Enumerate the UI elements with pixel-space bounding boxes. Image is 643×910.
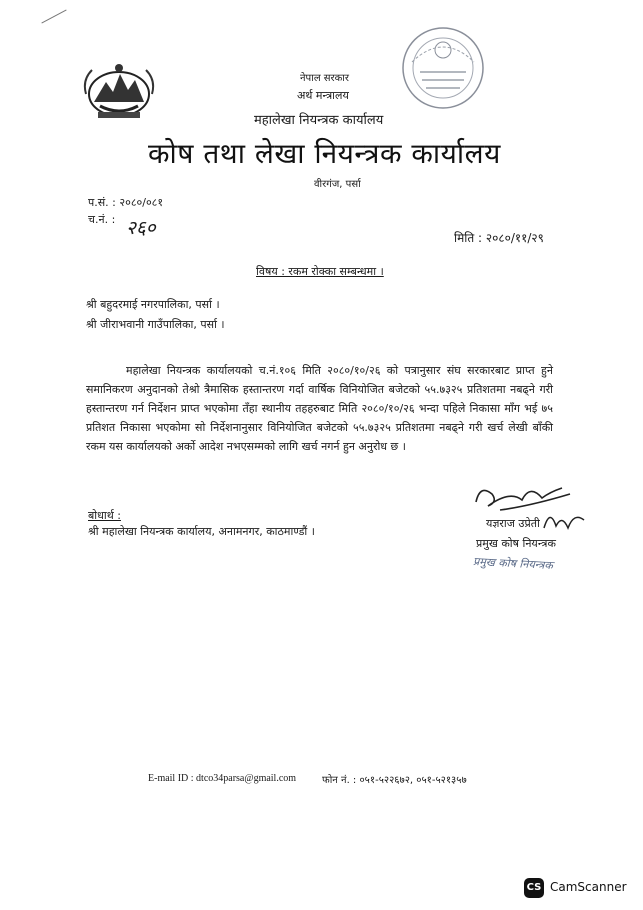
department-name: महालेखा नियन्त्रक कार्यालय — [254, 113, 384, 128]
government-name: नेपाल सरकार — [300, 73, 349, 84]
camscanner-logo-icon: CS — [524, 878, 544, 898]
signatory-title: प्रमुख कोष नियन्त्रक — [476, 537, 556, 550]
recipient-1: श्री बहुदरमाई नगरपालिका, पर्सा । — [86, 298, 220, 311]
letter-date: मिति : २०८०/११/२९ — [454, 231, 544, 245]
pen-mark — [41, 9, 66, 23]
dispatch-number: २६० — [126, 217, 156, 239]
letter-body: महालेखा नियन्त्रक कार्यालयको च.नं.१०६ मिति २०८०/१०/२६ को पत्रानुसार संघ सरकारबाट प्राप्त हुने समानिकरण अनुदानको तेश्रो त्रैमासिक हस्तान्तरण गर्दा वार्षिक विनियोजित बजेटको ५५.७३२५ प्रतिशतमा नबढ्ने गरी हस्तान्तरण गर्न निर्देशन प्राप्त भएकोमा तँहा स्थानीय तहहरुबाट मिति २०८०/१०/२६ भन्दा पहिले निकासा माँग भई ७५ प्रतिशत निकासा भएकोमा सो निर्देशनानुसार विनियोजित बजेटको ५५.७३२५ प्रतिशतमा नबढ्ने गरी खर्च लेखी बाँकी रकम यस कार्यालयको अर्को आदेश नभएसम्मको लागि खर्च नगर्न हुन अनुरोध छ । — [86, 364, 553, 453]
initials-icon — [540, 506, 590, 534]
office-title: कोष तथा लेखा नियन्त्रक कार्यालय — [148, 137, 501, 170]
office-location: वीरगंज, पर्सा — [314, 179, 361, 190]
camscanner-label: CamScanner — [550, 880, 627, 894]
letter-subject: विषय : रकम रोक्का सम्बन्धमा । — [256, 265, 384, 278]
footer-phone: फोन नं. : ०५१-५२२६७२, ०५१-५२१३५७ — [322, 775, 467, 786]
recipient-2: श्री जीराभवानी गाउँपालिका, पर्सा । — [86, 318, 225, 331]
dispatch-label: च.नं. : — [88, 213, 116, 226]
cc-label: बोधार्थ : — [88, 509, 121, 522]
office-stamp-icon — [398, 22, 488, 114]
nepal-emblem-icon — [80, 60, 158, 122]
cc-recipient: श्री महालेखा नियन्त्रक कार्यालय, अनामनगर, काठमाण्डौं । — [88, 525, 315, 538]
fiscal-year: प.सं. : २०८०/०८१ — [88, 196, 164, 209]
signatory-name: यज्ञराज उप्रेती — [486, 517, 540, 530]
footer-email: E-mail ID : dtco34parsa@gmail.com — [148, 773, 297, 784]
designation-seal: प्रमुख कोष नियन्त्रक — [472, 554, 554, 573]
ministry-name: अर्थ मन्त्रालय — [297, 89, 349, 102]
